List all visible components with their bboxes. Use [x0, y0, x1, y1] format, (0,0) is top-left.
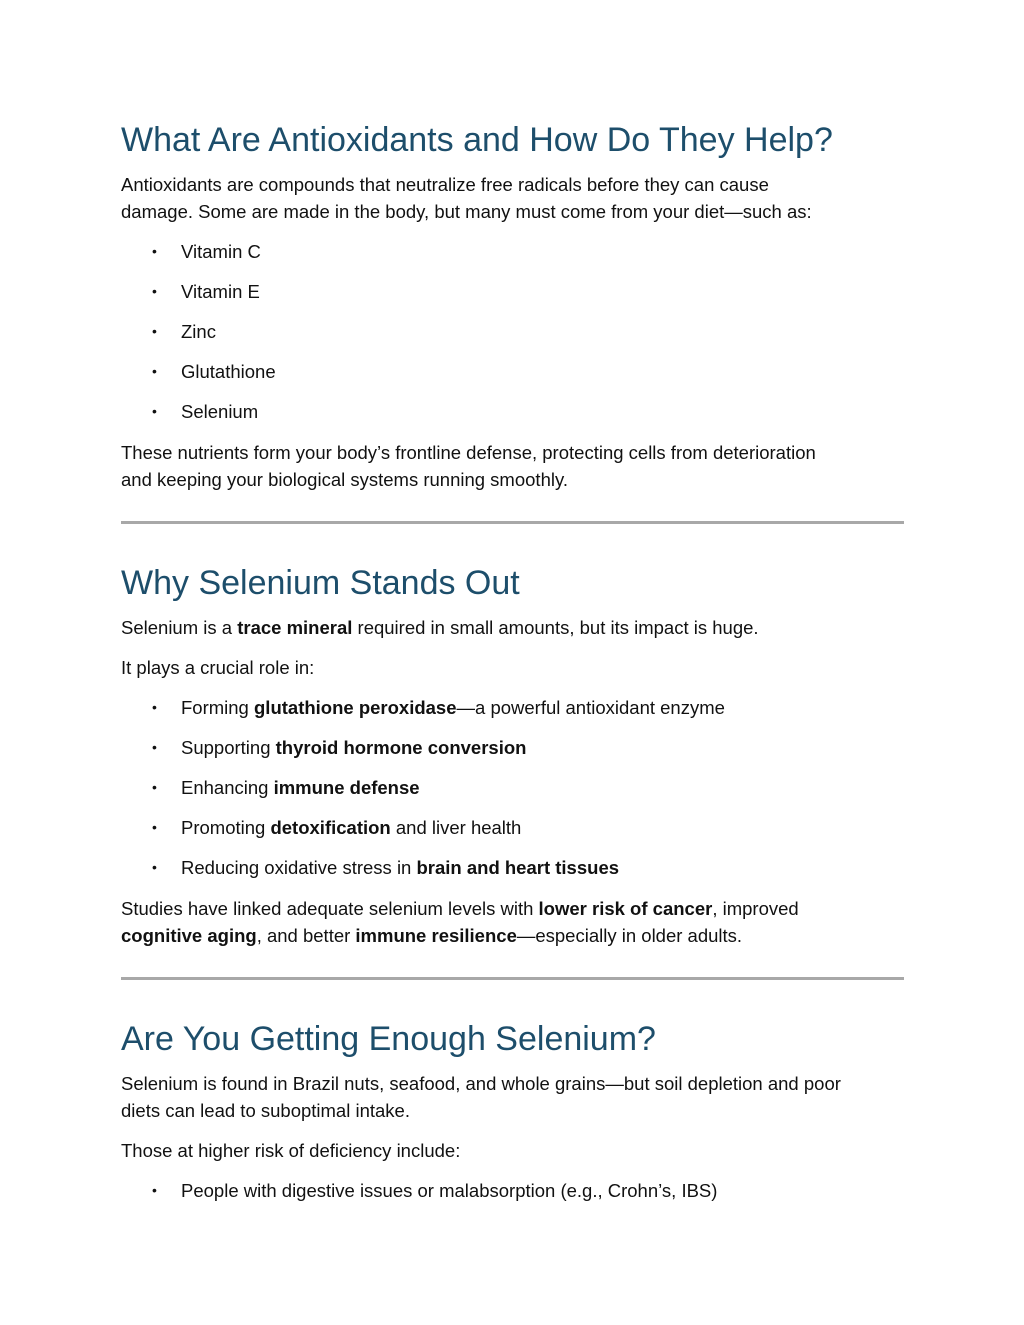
risk-list [121, 1177, 904, 1217]
section-divider [121, 521, 904, 524]
antioxidant-list [121, 238, 904, 438]
role-intro-paragraph: It plays a crucial role in: [121, 657, 315, 678]
risk-intro-paragraph: Those at higher risk of deficiency include: [121, 1140, 461, 1161]
list-item: • Enhancing immune defense [121, 774, 904, 814]
intro-line-2: damage. Some are made in the body, but many must come from your diet—such as: [121, 201, 812, 222]
heading-getting-enough: Are You Getting Enough Selenium? [121, 1020, 656, 1058]
bullet-icon: • [152, 243, 157, 259]
bullet-icon: • [152, 699, 157, 715]
outro-line-2: and keeping your biological systems running smoothly. [121, 469, 568, 490]
studies-paragraph: Studies have linked adequate selenium levels with lower risk of cancer, improved cognitive aging, and better immune resilience—especially in older adults. [121, 898, 799, 946]
list-item: • Zinc [121, 318, 904, 358]
list-item: • Supporting thyroid hormone conversion [121, 734, 904, 774]
selenium-roles-list [121, 694, 904, 894]
bullet-icon: • [152, 819, 157, 835]
bullet-icon: • [152, 283, 157, 299]
list-item: • Glutathione [121, 358, 904, 398]
heading-antioxidants: What Are Antioxidants and How Do They Help? [121, 121, 833, 159]
bullet-icon: • [152, 859, 157, 875]
list-item: • Reducing oxidative stress in brain and heart tissues [121, 854, 904, 894]
list-item: • Promoting detoxification and liver health [121, 814, 904, 854]
bullet-icon: • [152, 403, 157, 419]
heading-selenium-stands-out: Why Selenium Stands Out [121, 564, 520, 602]
bullet-icon: • [152, 1182, 157, 1198]
list-item: • Vitamin E [121, 278, 904, 318]
intro-paragraph [121, 171, 904, 225]
list-item: • Forming glutathione peroxidase—a powerful antioxidant enzyme [121, 694, 904, 734]
intro-line-1: Antioxidants are compounds that neutralize free radicals before they can cause [121, 174, 769, 195]
list-item: • Selenium [121, 398, 904, 438]
bold-trace-mineral: trace mineral [237, 617, 353, 638]
list-item: • People with digestive issues or malabsorption (e.g., Crohn’s, IBS) [121, 1177, 904, 1217]
list-item: • Vitamin C [121, 238, 904, 278]
trace-mineral-paragraph: Selenium is a trace mineral required in small amounts, but its impact is huge. [121, 617, 759, 638]
outro-line-1: These nutrients form your body’s frontline defense, protecting cells from deterioration [121, 442, 816, 463]
section-divider [121, 977, 904, 980]
bullet-icon: • [152, 779, 157, 795]
sources-paragraph: Selenium is found in Brazil nuts, seafood, and whole grains—but soil depletion and poor diets can lead to suboptimal intake. [121, 1073, 841, 1121]
outro-paragraph [121, 439, 904, 493]
bullet-icon: • [152, 363, 157, 379]
bullet-icon: • [152, 739, 157, 755]
bullet-icon: • [152, 323, 157, 339]
